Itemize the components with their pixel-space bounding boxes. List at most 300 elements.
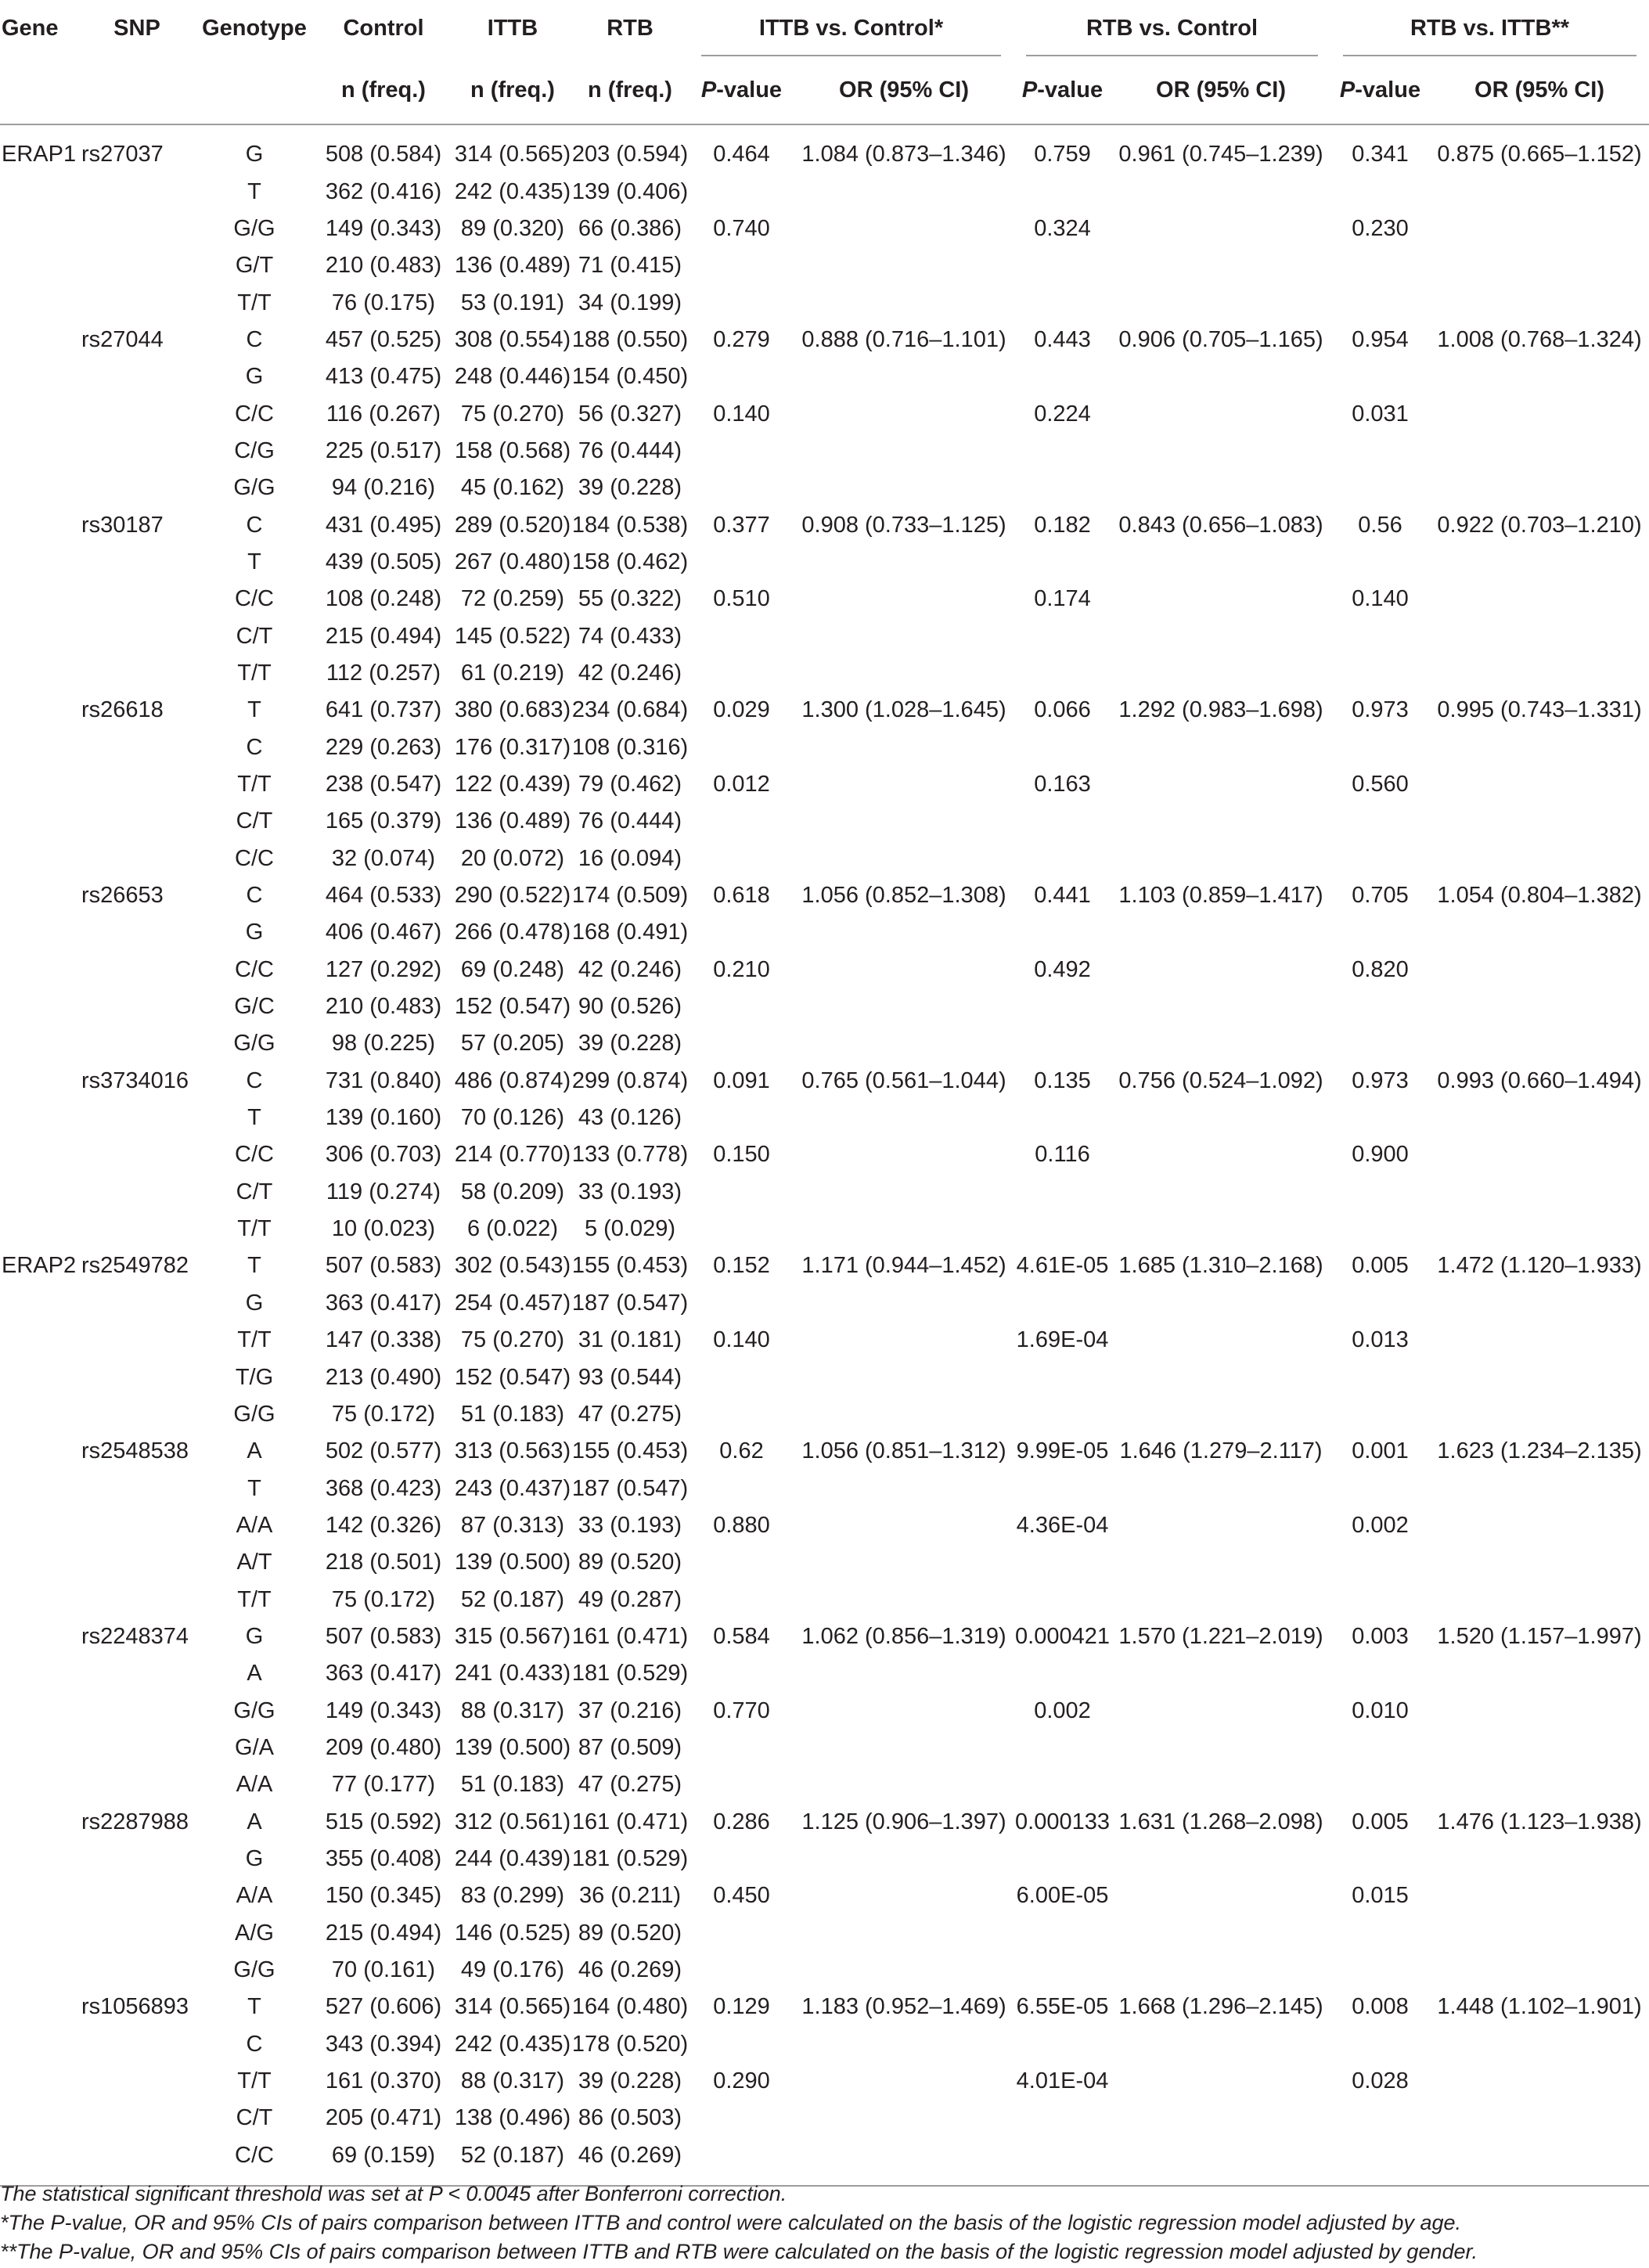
gene-cell	[0, 1544, 78, 1581]
snp-cell	[78, 1877, 196, 1914]
ittb-cell: 214 (0.770)	[454, 1142, 571, 1168]
genotype-cell: A/T	[236, 1550, 272, 1575]
pvalue-rtb-ittb-cell	[1330, 803, 1430, 840]
table-row	[0, 877, 1649, 914]
table-row	[0, 544, 1649, 581]
or-ittb-control-cell	[794, 395, 1014, 432]
table-row	[0, 1692, 1649, 1729]
gene-cell	[0, 1433, 78, 1470]
snp-cell	[78, 1915, 196, 1952]
or-rtb-ittb-cell	[1430, 544, 1649, 581]
or-ittb-control-cell	[794, 841, 1014, 877]
rtb-cell: 181 (0.529)	[571, 1845, 689, 1871]
genotype-cell: C	[246, 512, 263, 538]
pvalue-rtb-ittb-cell	[1330, 1655, 1430, 1692]
table-row	[0, 1766, 1649, 1803]
table-row	[0, 1618, 1649, 1655]
snp-cell	[78, 766, 196, 803]
pvalue-rtb-ittb-cell	[1330, 617, 1430, 654]
gene-cell	[0, 1989, 78, 2025]
genotype-cell: G/C	[234, 994, 275, 1020]
or-rtb-control-cell	[1111, 395, 1330, 432]
rtb-cell: 154 (0.450)	[571, 364, 689, 390]
gene-cell	[0, 173, 78, 210]
genotype-cell: A	[247, 1661, 262, 1687]
control-cell: 108 (0.248)	[325, 586, 442, 612]
pvalue-rtb-ittb-cell: 0.230	[1352, 215, 1409, 241]
pvalue-ittb-control-cell	[689, 655, 794, 692]
snp-cell: rs2248374	[81, 1623, 189, 1649]
p-italic: P	[1021, 77, 1038, 103]
or-rtb-control-cell	[1111, 247, 1330, 284]
pvalue-rtb-ittb-cell: 0.005	[1352, 1253, 1409, 1279]
control-cell: 75 (0.172)	[331, 1401, 436, 1427]
pvalue-ittb-control-cell	[689, 544, 794, 581]
snp-cell	[78, 1285, 196, 1322]
ittb-cell: 52 (0.187)	[454, 2137, 571, 2186]
p-suffix: -value	[1355, 77, 1421, 103]
gene-cell	[0, 1730, 78, 1766]
or-rtb-ittb-cell: 0.993 (0.660–1.494)	[1437, 1067, 1642, 1093]
or-rtb-ittb-cell	[1430, 173, 1649, 210]
pvalue-rtb-control-cell	[1014, 1211, 1111, 1247]
or-rtb-ittb-cell	[1430, 729, 1649, 766]
or-rtb-control-cell	[1111, 1915, 1330, 1952]
genotype-cell: C/T	[236, 2105, 273, 2131]
gene-cell	[0, 470, 78, 506]
gene-cell	[0, 2100, 78, 2137]
control-cell: 464 (0.533)	[325, 883, 442, 909]
or-rtb-ittb-cell: 1.623 (1.234–2.135)	[1437, 1438, 1642, 1464]
gene-cell	[0, 914, 78, 951]
p-italic: P	[1339, 77, 1356, 103]
gene-cell	[0, 617, 78, 654]
control-cell: 150 (0.345)	[325, 1883, 442, 1909]
ittb-cell: 58 (0.209)	[460, 1179, 565, 1204]
gene-cell	[0, 988, 78, 1025]
genotype-cell: T/T	[237, 772, 272, 797]
or-ittb-control-cell	[794, 1359, 1014, 1395]
or-ittb-control-cell	[794, 1730, 1014, 1766]
pvalue-rtb-control-cell	[1014, 1766, 1111, 1803]
gene-cell	[0, 1136, 78, 1173]
ittb-cell: 136 (0.489)	[454, 808, 571, 834]
pvalue-rtb-control-cell: 0.000421	[1015, 1623, 1110, 1649]
or-rtb-ittb-cell	[1430, 1507, 1649, 1544]
table-row	[0, 2063, 1649, 2100]
pvalue-rtb-ittb-cell	[1330, 1285, 1430, 1322]
snp-cell	[78, 988, 196, 1025]
or-rtb-ittb-cell	[1430, 1025, 1649, 1062]
table-row	[0, 1544, 1649, 1581]
pvalue-ittb-control-cell: 0.012	[713, 772, 770, 797]
or-ittb-control-cell	[794, 617, 1014, 654]
genotype-cell: C/C	[235, 845, 274, 871]
genotype-cell: A	[247, 1809, 262, 1834]
control-cell: 362 (0.416)	[325, 178, 442, 204]
or-rtb-control-cell	[1111, 173, 1330, 210]
control-cell: 368 (0.423)	[325, 1475, 442, 1501]
pvalue-rtb-control-cell: 1.69E-04	[1016, 1327, 1109, 1353]
ittb-cell: 176 (0.317)	[454, 734, 571, 760]
or-rtb-ittb-cell	[1430, 803, 1649, 840]
gene-cell	[0, 1766, 78, 1803]
genotype-cell: T/T	[237, 1216, 272, 1242]
genotype-cell: G	[245, 1290, 264, 1316]
or-ittb-control-cell	[794, 1174, 1014, 1211]
pvalue-rtb-control-cell: 0.116	[1035, 1142, 1090, 1168]
pvalue-rtb-control-cell	[1014, 1174, 1111, 1211]
genotype-cell: G/G	[233, 1697, 275, 1723]
rtb-cell: 181 (0.529)	[571, 1661, 689, 1687]
table-row	[0, 1730, 1649, 1766]
ittb-cell: 254 (0.457)	[454, 1290, 571, 1316]
control-cell: 147 (0.338)	[325, 1327, 442, 1353]
snp-cell	[78, 914, 196, 951]
ittb-cell: 45 (0.162)	[460, 475, 565, 501]
rtb-cell: 188 (0.550)	[571, 326, 689, 352]
ittb-cell: 83 (0.299)	[460, 1883, 565, 1909]
gene-cell	[0, 1877, 78, 1914]
genotype-cell: C	[246, 326, 263, 352]
pvalue-rtb-ittb-cell	[1330, 1396, 1430, 1433]
pvalue-rtb-control-cell	[1014, 1544, 1111, 1581]
pvalue-rtb-ittb-cell	[1330, 433, 1430, 470]
or-rtb-control-cell: 1.646 (1.279–2.117)	[1119, 1438, 1323, 1464]
footnote-ittb-control: *The P-value, OR and 95% CIs of pairs comparison between ITTB and control were calculated on the basis of the logistic regression model adjusted by age.	[0, 2211, 1461, 2234]
ittb-cell: 266 (0.478)	[454, 920, 571, 945]
gene-cell	[0, 211, 78, 247]
gene-cell	[0, 322, 78, 358]
or-rtb-control-cell	[1111, 1396, 1330, 1433]
genotype-cell: C/C	[196, 2137, 313, 2186]
table-row	[0, 581, 1649, 617]
or-rtb-ittb-cell	[1430, 470, 1649, 506]
control-cell: 306 (0.703)	[325, 1142, 442, 1168]
table-row	[0, 2137, 1649, 2186]
pvalue-rtb-ittb-cell: 0.341	[1352, 142, 1409, 167]
pvalue-ittb-control-cell: 0.140	[713, 1327, 770, 1353]
snp-cell	[78, 1396, 196, 1433]
genotype-cell: C	[246, 883, 263, 909]
or-ittb-control-cell: 0.765 (0.561–1.044)	[801, 1067, 1006, 1093]
gene-cell	[0, 729, 78, 766]
pvalue-ittb-control-cell	[689, 1915, 794, 1952]
gene-cell	[0, 433, 78, 470]
or-rtb-control-cell	[1111, 655, 1330, 692]
or-rtb-ittb-cell	[1430, 617, 1649, 654]
control-cell: 210 (0.483)	[325, 253, 442, 279]
or-rtb-ittb-cell	[1430, 766, 1649, 803]
pvalue-ittb-control-cell	[689, 433, 794, 470]
pvalue-rtb-control-cell: 0.135	[1034, 1067, 1091, 1093]
control-cell: 149 (0.343)	[325, 215, 442, 241]
rtb-cell: 168 (0.491)	[571, 920, 689, 945]
or-rtb-control-cell	[1111, 581, 1330, 617]
snp-cell: rs2548538	[81, 1438, 189, 1464]
or-rtb-control-cell	[1111, 2137, 1330, 2186]
genotype-cell: T	[247, 1475, 261, 1501]
gene-cell: ERAP1	[2, 142, 77, 167]
or-rtb-ittb-cell: 0.875 (0.665–1.152)	[1437, 142, 1642, 167]
pvalue-rtb-ittb-cell	[1330, 2100, 1430, 2137]
or-rtb-ittb-cell	[1430, 1581, 1649, 1618]
or-rtb-ittb-cell	[1430, 1544, 1649, 1581]
or-rtb-ittb-cell	[1430, 988, 1649, 1025]
rtb-cell: 79 (0.462)	[578, 772, 682, 797]
table-row	[0, 952, 1649, 988]
pvalue-rtb-control-cell	[1014, 2026, 1111, 2063]
pvalue-ittb-control-cell: 0.290	[713, 2068, 770, 2094]
control-cell: 94 (0.216)	[331, 475, 436, 501]
or-rtb-control-cell	[1111, 2063, 1330, 2100]
or-ittb-control-cell	[794, 2026, 1014, 2063]
genotype-cell: C	[246, 1067, 263, 1093]
ittb-cell: 75 (0.270)	[460, 1327, 565, 1353]
header-ittb: ITTB	[487, 15, 538, 41]
genotype-cell: C/C	[235, 956, 274, 982]
or-rtb-control-cell	[1111, 433, 1330, 470]
control-cell: 165 (0.379)	[325, 808, 442, 834]
or-rtb-ittb-cell: 0.995 (0.743–1.331)	[1437, 697, 1642, 723]
pvalue-rtb-control-cell	[1014, 1470, 1111, 1507]
gene-cell	[0, 1915, 78, 1952]
pvalue-ittb-control-cell	[689, 1285, 794, 1322]
snp-cell	[78, 1544, 196, 1581]
control-cell: 205 (0.471)	[325, 2105, 442, 2131]
snp-cell	[78, 433, 196, 470]
rtb-cell: 49 (0.287)	[578, 1586, 682, 1612]
table-row	[0, 358, 1649, 395]
ittb-cell: 146 (0.525)	[454, 1920, 571, 1946]
gene-cell	[0, 358, 78, 395]
or-ittb-control-cell	[794, 581, 1014, 617]
or-rtb-ittb-cell	[1430, 1470, 1649, 1507]
control-cell: 10 (0.023)	[331, 1216, 436, 1242]
pvalue-ittb-control-cell	[689, 1766, 794, 1803]
pvalue-rtb-control-cell	[1014, 655, 1111, 692]
snp-cell: rs2287988	[81, 1809, 189, 1834]
pvalue-ittb-control-cell	[689, 803, 794, 840]
ittb-cell: 248 (0.446)	[454, 364, 571, 390]
rtb-cell: 155 (0.453)	[571, 1438, 689, 1464]
pvalue-rtb-ittb-cell: 0.001	[1352, 1438, 1409, 1464]
genotype-cell: G	[245, 920, 264, 945]
snp-cell	[78, 247, 196, 284]
pvalue-rtb-control-cell: 0.163	[1034, 772, 1091, 797]
genotype-cell: G/G	[233, 215, 275, 241]
pvalue-rtb-control-cell	[1014, 470, 1111, 506]
pvalue-rtb-ittb-cell	[1330, 655, 1430, 692]
snp-cell	[78, 729, 196, 766]
table-row	[0, 470, 1649, 506]
pvalue-ittb-control-cell	[689, 358, 794, 395]
pvalue-ittb-control-cell: 0.029	[713, 697, 770, 723]
header-pvalue-1	[689, 56, 794, 124]
ittb-cell: 61 (0.219)	[460, 660, 565, 686]
pvalue-ittb-control-cell	[689, 2137, 794, 2186]
ittb-cell: 486 (0.874)	[454, 1067, 571, 1093]
gene-cell	[0, 1952, 78, 1989]
pvalue-rtb-control-cell: 0.000133	[1015, 1809, 1110, 1834]
ittb-cell: 241 (0.433)	[454, 1661, 571, 1687]
rtb-cell: 37 (0.216)	[578, 1697, 682, 1723]
genotype-cell: T/T	[237, 2068, 272, 2094]
pvalue-ittb-control-cell	[689, 2026, 794, 2063]
header-control-nfreq: n (freq.)	[313, 56, 454, 124]
rtb-cell: 42 (0.246)	[578, 956, 682, 982]
table-row	[0, 655, 1649, 692]
ittb-cell: 243 (0.437)	[454, 1475, 571, 1501]
control-cell: 218 (0.501)	[325, 1550, 442, 1575]
pvalue-rtb-control-cell: 0.182	[1034, 512, 1091, 538]
gene-cell	[0, 581, 78, 617]
or-ittb-control-cell: 1.183 (0.952–1.469)	[801, 1994, 1006, 2020]
or-ittb-control-cell	[794, 766, 1014, 803]
or-rtb-control-cell	[1111, 2100, 1330, 2137]
table-row	[0, 1803, 1649, 1840]
or-ittb-control-cell	[794, 1211, 1014, 1247]
ittb-cell: 314 (0.565)	[454, 1994, 571, 2020]
genotype-cell: A/G	[235, 1920, 274, 1946]
ittb-cell: 122 (0.439)	[454, 772, 571, 797]
pvalue-rtb-ittb-cell	[1330, 988, 1430, 1025]
rtb-cell: 203 (0.594)	[571, 142, 689, 167]
table-row	[0, 124, 1649, 173]
control-cell: 502 (0.577)	[325, 1438, 442, 1464]
gene-cell	[0, 1841, 78, 1877]
pvalue-rtb-ittb-cell: 0.820	[1352, 956, 1409, 982]
ittb-cell: 308 (0.554)	[454, 326, 571, 352]
rtb-cell: 178 (0.520)	[571, 2031, 689, 2057]
or-rtb-ittb-cell	[1430, 1100, 1649, 1136]
or-ittb-control-cell: 1.062 (0.856–1.319)	[801, 1623, 1006, 1649]
control-cell: 76 (0.175)	[331, 290, 436, 315]
table-footnotes	[0, 2180, 1649, 2266]
control-cell: 363 (0.417)	[325, 1661, 442, 1687]
or-rtb-control-cell	[1111, 1136, 1330, 1173]
snp-cell: rs3734016	[81, 1067, 189, 1093]
ittb-cell: 312 (0.561)	[454, 1809, 571, 1834]
gene-cell	[0, 1655, 78, 1692]
gene-cell	[0, 1803, 78, 1840]
snp-cell	[78, 1174, 196, 1211]
ittb-cell: 72 (0.259)	[460, 586, 565, 612]
or-ittb-control-cell: 1.056 (0.851–1.312)	[801, 1438, 1006, 1464]
ittb-cell: 145 (0.522)	[454, 623, 571, 649]
pvalue-rtb-control-cell	[1014, 2137, 1111, 2186]
control-cell: 527 (0.606)	[325, 1994, 442, 2020]
pvalue-ittb-control-cell	[689, 729, 794, 766]
snp-cell	[78, 2063, 196, 2100]
pvalue-rtb-ittb-cell	[1330, 2137, 1430, 2186]
pvalue-ittb-control-cell: 0.129	[713, 1994, 770, 2020]
or-rtb-control-cell	[1111, 766, 1330, 803]
header-or-3: OR (95% CI)	[1430, 56, 1649, 124]
or-rtb-ittb-cell	[1430, 581, 1649, 617]
pvalue-rtb-control-cell	[1014, 1581, 1111, 1618]
pvalue-rtb-ittb-cell	[1330, 729, 1430, 766]
or-rtb-control-cell: 1.668 (1.296–2.145)	[1118, 1994, 1323, 2020]
or-rtb-ittb-cell: 0.922 (0.703–1.210)	[1437, 512, 1642, 538]
pvalue-rtb-control-cell: 0.443	[1034, 326, 1091, 352]
control-cell: 225 (0.517)	[325, 437, 442, 463]
or-ittb-control-cell	[794, 1766, 1014, 1803]
snp-cell: rs27037	[81, 142, 164, 167]
rtb-cell: 174 (0.509)	[571, 883, 689, 909]
gene-cell	[0, 1692, 78, 1729]
pvalue-ittb-control-cell: 0.286	[713, 1809, 770, 1834]
control-cell: 229 (0.263)	[325, 734, 442, 760]
or-rtb-control-cell	[1111, 1025, 1330, 1062]
or-ittb-control-cell	[794, 2063, 1014, 2100]
snp-cell	[78, 1470, 196, 1507]
genotype-cell: G	[245, 1623, 264, 1649]
rtb-cell: 56 (0.327)	[578, 401, 682, 427]
p-suffix: -value	[1037, 77, 1104, 103]
header-or-2: OR (95% CI)	[1111, 56, 1330, 124]
snp-cell: rs26653	[81, 883, 164, 909]
or-rtb-ittb-cell	[1430, 2100, 1649, 2137]
table-row	[0, 1359, 1649, 1395]
control-cell: 731 (0.840)	[325, 1067, 442, 1093]
ittb-cell: 139 (0.500)	[454, 1734, 571, 1760]
pvalue-rtb-control-cell: 9.99E-05	[1016, 1438, 1109, 1464]
pvalue-rtb-control-cell: 6.00E-05	[1016, 1883, 1109, 1909]
gene-cell	[0, 2026, 78, 2063]
or-ittb-control-cell	[794, 1692, 1014, 1729]
pvalue-rtb-ittb-cell	[1330, 1766, 1430, 1803]
control-cell: 142 (0.326)	[325, 1512, 442, 1538]
control-cell: 161 (0.370)	[325, 2068, 442, 2094]
pvalue-ittb-control-cell	[689, 1025, 794, 1062]
or-ittb-control-cell	[794, 655, 1014, 692]
rtb-cell: 89 (0.520)	[578, 1550, 682, 1575]
snp-cell	[78, 2100, 196, 2137]
pvalue-ittb-control-cell: 0.150	[713, 1142, 770, 1168]
pvalue-rtb-ittb-cell	[1330, 1100, 1430, 1136]
ittb-cell: 69 (0.248)	[460, 956, 565, 982]
rtb-cell: 155 (0.453)	[571, 1253, 689, 1279]
ittb-cell: 158 (0.568)	[454, 437, 571, 463]
rtb-cell: 234 (0.684)	[571, 697, 689, 723]
gene-cell	[0, 1211, 78, 1247]
rtb-cell: 161 (0.471)	[571, 1623, 689, 1649]
or-rtb-control-cell	[1111, 1285, 1330, 1322]
snp-cell	[78, 841, 196, 877]
control-cell: 75 (0.172)	[331, 1586, 436, 1612]
pvalue-rtb-control-cell: 0.492	[1034, 956, 1091, 982]
or-ittb-control-cell	[794, 1396, 1014, 1433]
pvalue-rtb-ittb-cell: 0.973	[1352, 1067, 1409, 1093]
pvalue-rtb-control-cell: 0.224	[1034, 401, 1091, 427]
or-ittb-control-cell	[794, 247, 1014, 284]
table-row	[0, 2026, 1649, 2063]
control-cell: 112 (0.257)	[326, 660, 441, 686]
pvalue-ittb-control-cell	[689, 1544, 794, 1581]
or-rtb-ittb-cell	[1430, 395, 1649, 432]
pvalue-ittb-control-cell: 0.210	[713, 956, 770, 982]
table-row	[0, 1507, 1649, 1544]
footnote-ittb-rtb: **The P-value, OR and 95% CIs of pairs comparison between ITTB and RTB were calculated on the basis of the logistic regression model adjusted by gender.	[0, 2240, 1478, 2263]
pvalue-ittb-control-cell: 0.152	[713, 1253, 770, 1279]
or-ittb-control-cell	[794, 803, 1014, 840]
snp-cell	[78, 173, 196, 210]
pvalue-rtb-control-cell	[1014, 247, 1111, 284]
or-rtb-ittb-cell	[1430, 1766, 1649, 1803]
control-cell: 238 (0.547)	[325, 772, 442, 797]
genotype-cell: A/A	[236, 1883, 273, 1909]
